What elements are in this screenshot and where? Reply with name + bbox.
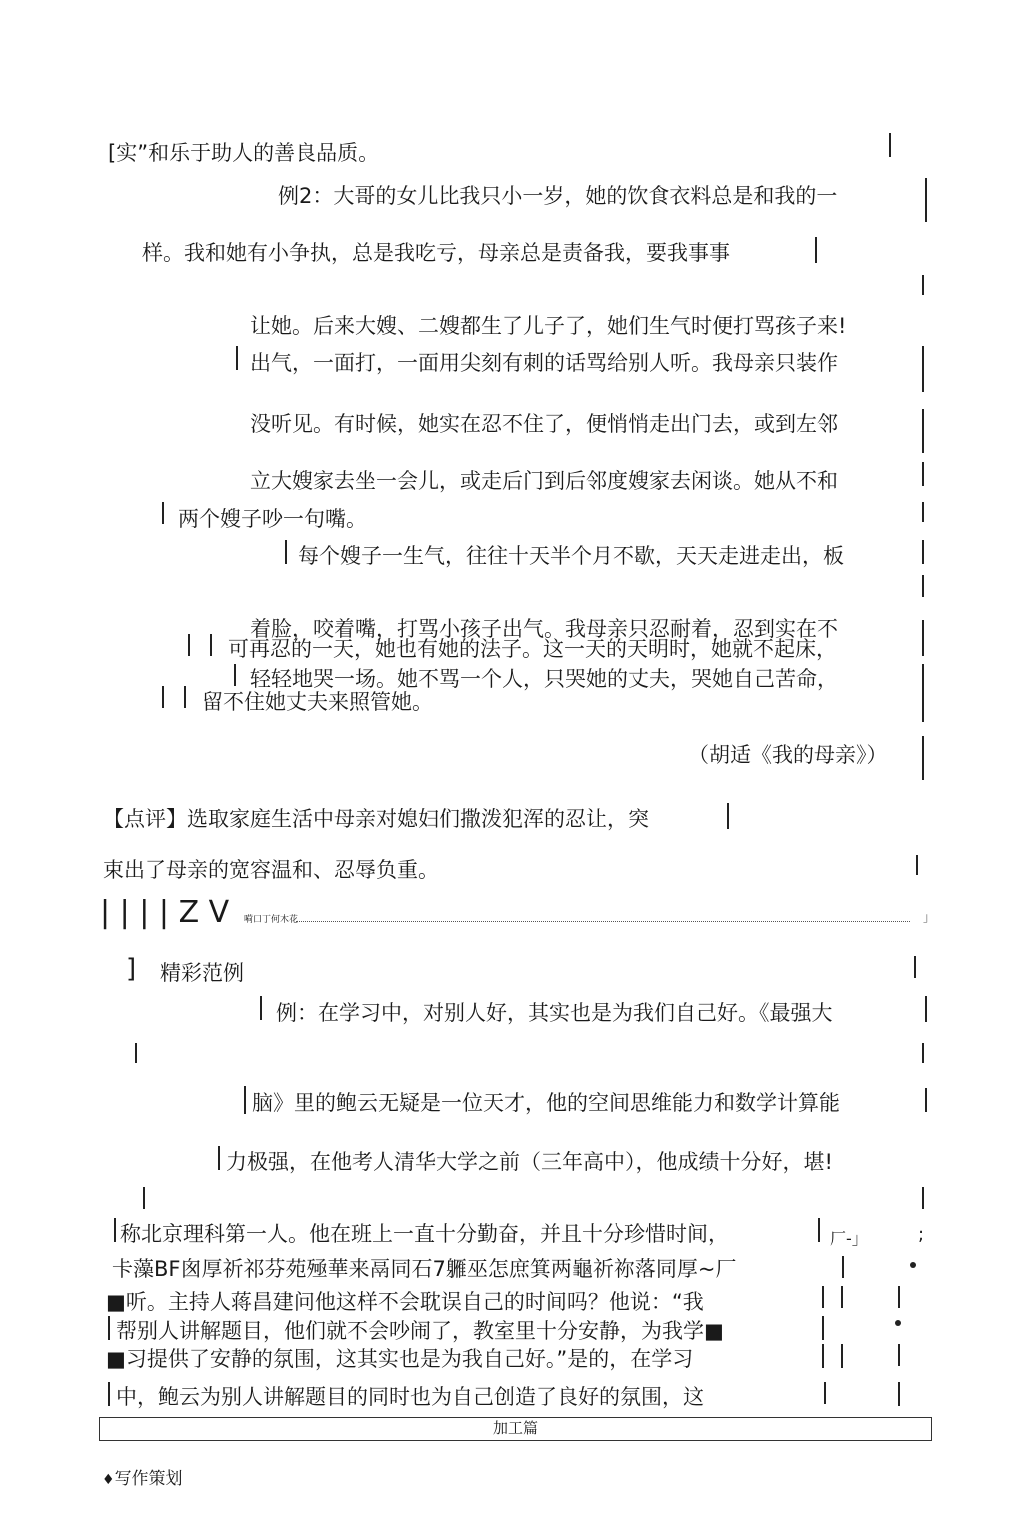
example-line-8: 中，鲍云为别人讲解题目的同时也为自己创造了良好的氛围，这 xyxy=(116,1385,704,1409)
scan-bar xyxy=(815,237,817,263)
scan-bar xyxy=(925,178,927,222)
bracket-mark: ] xyxy=(126,954,137,984)
scan-bar xyxy=(162,686,164,708)
garbled-line: 卡藻BF囪厚祈祁芬苑殛華来鬲同石7軅巫怎庶箕两龜祈祢落同厚~厂 xyxy=(112,1257,737,1281)
scan-bar xyxy=(922,409,924,453)
example-line-5: ■听。主持人蒋昌建问他这样不会耽误自己的时间吗？他说：“我 xyxy=(106,1290,704,1314)
scan-bar xyxy=(922,502,924,522)
example-line-6: 帮别人讲解题目，他们就不会吵闹了，教室里十分安静，为我学■ xyxy=(116,1319,724,1343)
comment-line-1: 【点评】选取家庭生活中母亲对媳妇们撒泼犯浑的忍让，突 xyxy=(103,807,649,831)
example-2-line-10: 可再忍的一天，她也有她的法子。这一天的天明时，她就不起床， xyxy=(228,637,837,661)
example-2-line-2: 样。我和她有小争执，总是我吃亏，母亲总是责备我，要我事事 xyxy=(142,241,730,265)
scan-bar xyxy=(898,1382,900,1406)
scan-bar xyxy=(108,1316,110,1340)
garbled-fragment: 厂-」 xyxy=(830,1229,868,1248)
scan-bar xyxy=(922,575,924,597)
scan-bar xyxy=(914,956,916,978)
example-2-line-9: 着脸，咬着嘴，打骂小孩子出气。我母亲只忍耐着，忍到实在不 xyxy=(250,617,838,641)
footer xyxy=(102,1466,183,1493)
example-2-line-4: 出气，一面打，一面用尖刻有刺的话骂给别人听。我母亲只装作 xyxy=(250,351,838,375)
scan-bar xyxy=(922,462,924,486)
scan-bar xyxy=(898,1286,900,1308)
scan-bar xyxy=(822,1344,824,1368)
scan-bar xyxy=(143,1187,145,1209)
scan-bar xyxy=(922,620,924,656)
scan-bar xyxy=(842,1256,844,1278)
example-2-line-6: 立大嫂家去坐一会儿，或走后门到后邻度嫂家去闲谈。她从不和 xyxy=(250,469,838,493)
scan-bar xyxy=(260,996,262,1020)
scan-bar xyxy=(822,1316,824,1340)
scan-bar xyxy=(236,346,238,370)
scan-bar xyxy=(922,275,924,295)
scan-bar xyxy=(922,1187,924,1209)
scan-bar xyxy=(841,1344,843,1368)
scan-bar xyxy=(922,540,924,564)
scan-bar xyxy=(188,634,190,656)
scan-bar xyxy=(841,1286,843,1308)
scan-dot xyxy=(910,1262,916,1268)
example-2-line-1: 例2：大哥的女儿比我只小一岁，她的饮食衣料总是和我的一 xyxy=(278,184,838,208)
example-2-line-12: 留不住她丈夫来照管她。 xyxy=(202,690,433,714)
garbled-marks: | | | | Z V xyxy=(100,895,230,930)
example-2-line-5: 没听见。有时候，她实在忍不住了，便悄悄走出门去，或到左邻 xyxy=(250,412,838,436)
scan-bar xyxy=(922,736,924,780)
scan-dot xyxy=(895,1320,901,1326)
section-heading: 精彩范例 xyxy=(160,961,244,985)
example-2-line-3: 让她。后来大嫂、二嫂都生了儿子了，她们生气时便打骂孩子来! xyxy=(250,314,847,338)
example-line-3: 力极强，在他考人清华大学之前（三年高中），他成绩十分好，堪! xyxy=(226,1150,833,1174)
scan-mark: ; xyxy=(918,1224,925,1245)
scan-bar xyxy=(244,1086,246,1114)
scan-bar xyxy=(916,855,918,875)
dotted-leader xyxy=(296,921,910,922)
comment-line-2: 束出了母亲的宽容温和、忍辱负重。 xyxy=(103,858,439,882)
text-line-1: [实”和乐于助人的善良品质。 xyxy=(108,141,380,165)
scan-bar xyxy=(162,502,164,524)
example-2-line-11: 轻轻地哭一场。她不骂一个人，只哭她的丈夫，哭她自己苦命， xyxy=(250,667,838,691)
example-line-2: 脑》里的鲍云无疑是一位天才，他的空间思维能力和数学计算能 xyxy=(252,1091,840,1115)
scan-bar xyxy=(818,1218,820,1242)
scan-bar xyxy=(218,1146,220,1170)
scan-bar xyxy=(727,803,729,829)
scan-mark: 」 xyxy=(923,910,936,924)
scan-bar xyxy=(922,1043,924,1063)
scan-bar xyxy=(925,1088,927,1112)
footer-label: 写作策划 xyxy=(114,1469,183,1489)
diamond-bullet-icon: ♦ xyxy=(102,1472,115,1488)
scan-bar xyxy=(922,346,924,392)
scan-bar xyxy=(925,996,927,1022)
scan-bar xyxy=(184,686,186,708)
scan-bar xyxy=(898,1344,900,1366)
source-citation: （胡适《我的母亲》） xyxy=(688,743,888,767)
scan-bar xyxy=(234,664,236,686)
scan-bar xyxy=(922,664,924,722)
scan-bar xyxy=(889,133,891,157)
scan-bar xyxy=(108,1382,110,1406)
scan-bar xyxy=(114,1218,116,1242)
example-2-line-7: 两个嫂子吵一句嘴。 xyxy=(178,507,367,531)
scan-bar xyxy=(135,1043,137,1063)
example-line-4: 称北京理科第一人。他在班上一直十分勤奋，并且十分珍惜时间， xyxy=(120,1222,729,1246)
scan-bar xyxy=(285,540,287,564)
scan-bar xyxy=(822,1286,824,1308)
boxed-label: 加工篇 xyxy=(99,1417,932,1441)
scan-bar xyxy=(824,1382,826,1404)
garbled-small-text: 嗬口丁何木花 xyxy=(244,915,299,925)
example-2-line-8: 每个嫂子一生气，往往十天半个月不歇，天天走进走出，板 xyxy=(298,544,844,568)
scan-bar xyxy=(210,634,212,656)
example-line-1: 例：在学习中，对别人好，其实也是为我们自己好。《最强大 xyxy=(276,1001,833,1025)
example-line-7: ■习提供了安静的氛围，这其实也是为我自己好。”是的，在学习 xyxy=(106,1347,694,1371)
